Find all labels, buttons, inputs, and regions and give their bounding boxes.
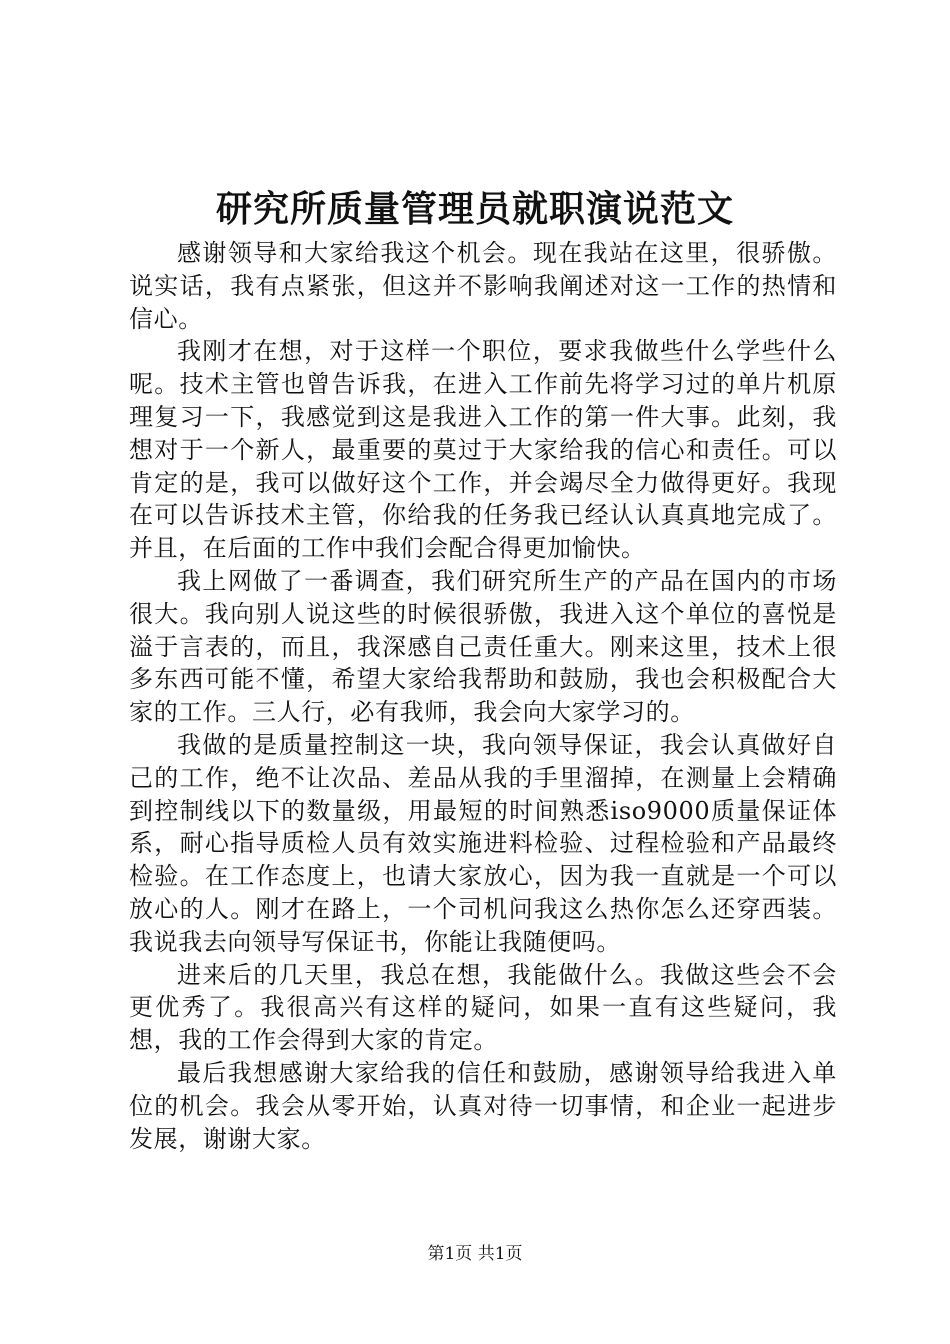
document-title: 研究所质量管理员就职演说范文	[215, 188, 734, 230]
paragraph: 我上网做了一番调查，我们研究所生产的产品在国内的市场很大。我向别人说这些的时候很骄傲，我进入这个单位的喜悦是溢于言表的，而且，我深感自己责任重大。刚来这里，技术上很多东西可能不懂，希望大家给我帮助和鼓励，我也会积极配合大家的工作。三人行，必有我师，我会向大家学习的。	[129, 566, 837, 727]
paragraph: 我刚才在想，对于这样一个职位，要求我做些什么学些什么呢。技术主管也曾告诉我，在进入工作前先将学习过的单片机原理复习一下，我感觉到这是我进入工作的第一件大事。此刻，我想对于一个新人，最重要的莫过于大家给我的信心和责任。可以肯定的是，我可以做好这个工作，并会竭尽全力做得更好。我现在可以告诉技术主管，你给我的任务我已经认认真真地完成了。并且，在后面的工作中我们会配合得更加愉快。	[129, 337, 837, 563]
page-footer: 第1页 共1页	[427, 1244, 523, 1264]
document-body	[129, 237, 837, 1155]
paragraph: 感谢领导和大家给我这个机会。现在我站在这里，很骄傲。说实话，我有点紧张，但这并不影响我阐述对这一工作的热情和信心。	[129, 239, 837, 333]
paragraph: 进来后的几天里，我总在想，我能做什么。我做这些会不会更优秀了。我很高兴有这样的疑问，如果一直有这些疑问，我想，我的工作会得到大家的肯定。	[129, 960, 837, 1055]
paragraph: 我做的是质量控制这一块，我向领导保证，我会认真做好自己的工作，绝不让次品、差品从我的手里溜掉，在测量上会精确到控制线以下的数量级，用最短的时间熟悉iso9000质量保证体系，耐心指导质检人员有效实施进料检验、过程检验和产品最终检验。在工作态度上，也请大家放心，因为我一直就是一个可以放心的人。刚才在路上，一个司机问我这么热你怎么还穿西装。我说我去向领导写保证书，你能让我随便吗。	[129, 730, 837, 956]
paragraph: 最后我想感谢大家给我的信任和鼓励，感谢领导给我进入单位的机会。我会从零开始，认真对待一切事情，和企业一起进步发展，谢谢大家。	[129, 1058, 837, 1153]
